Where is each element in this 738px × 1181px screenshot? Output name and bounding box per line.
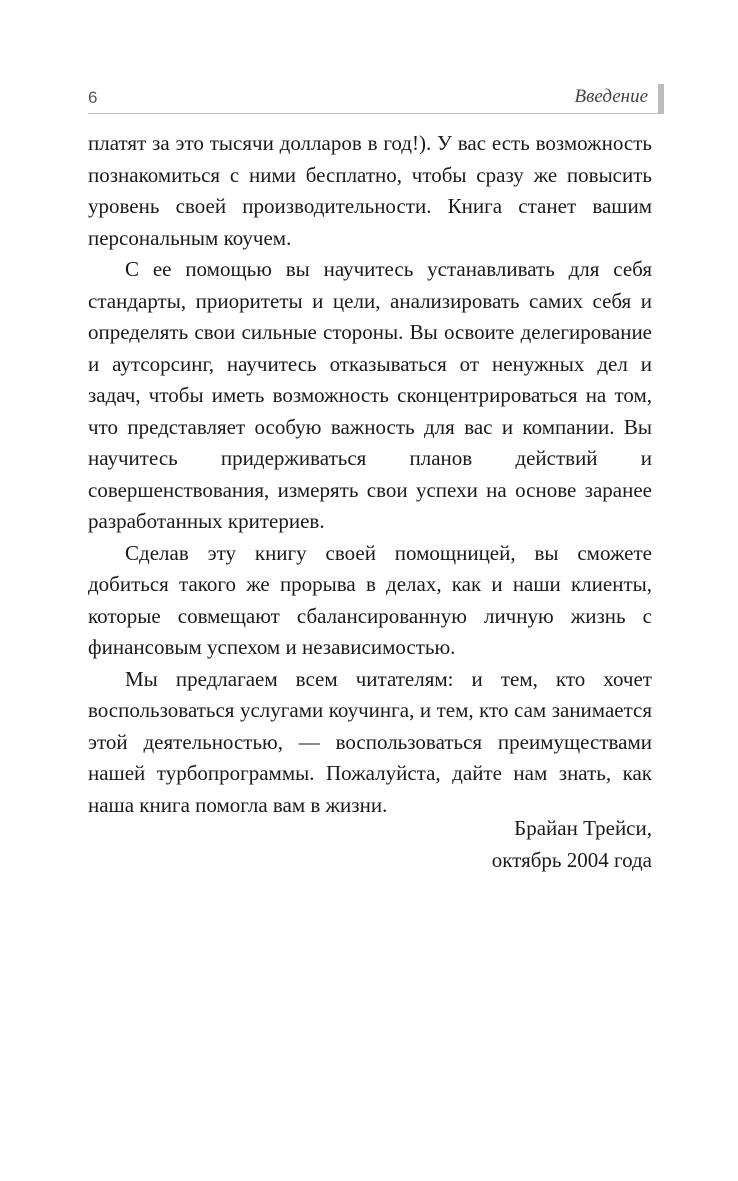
signature-date: октябрь 2004 года bbox=[491, 847, 652, 872]
paragraph: платят за это тысячи долларов в год!). У вас есть возможность познакомиться с ними бесплатно, чтобы сразу же повысить уровень своей производительности. Книга станет вашим персональным коучем. bbox=[88, 131, 652, 250]
header-rule bbox=[88, 113, 658, 114]
signature-author: Брайан Трейси, bbox=[514, 816, 652, 840]
section-title: Введение bbox=[574, 86, 648, 107]
page-number: 6 bbox=[88, 88, 98, 107]
paragraph: Сделав эту книгу своей помощницей, вы сможете добиться такого же прорыва в делах, как и наши клиенты, которые совмещают сбалансированную личную жизнь с финансовым успехом и независимостью. bbox=[88, 540, 652, 659]
running-header bbox=[88, 84, 664, 114]
header-edge-bar bbox=[658, 84, 664, 114]
paragraph: С ее помощью вы научитесь устанавливать для себя стандарты, приоритеты и цели, анализировать самих себя и определять свои сильные стороны. Вы освоите делегирование и аутсорсинг, научитесь отказываться от ненужных дел и задач, чтобы иметь возможность сконцентрироваться на том, что представляет особую важность для вас и компании. Вы научитесь придерживаться планов действий и совершенствования, измерять свои успехи на основе заранее разработанных критериев. bbox=[88, 257, 652, 533]
paragraph: Мы предлагаем всем читателям: и тем, кто хочет воспользоваться услугами коучинга, и тем, кто сам занимается этой деятельностью, — воспользоваться преимуществами нашей турбопрограммы. Пожалуйста, дайте нам знать, как наша книга помогла вам в жизни. bbox=[88, 666, 652, 817]
body-text bbox=[88, 128, 652, 821]
signature-block bbox=[88, 813, 652, 876]
